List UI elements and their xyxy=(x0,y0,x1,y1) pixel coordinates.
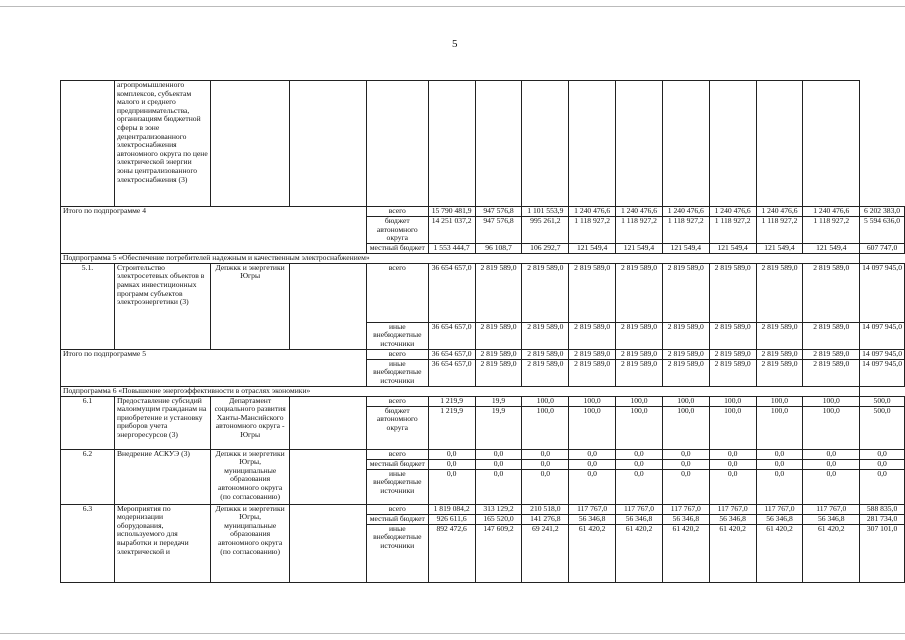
empty-cell xyxy=(211,81,289,207)
amount-cell: 5 594 636,0 xyxy=(860,217,905,244)
amount-cell: 588 835,0 xyxy=(860,504,905,514)
amount-cell: 141 276,8 xyxy=(522,514,569,524)
measure-name: агропромышленного комплексов, субъектам малого и среднего предпринимательства, организациям бюджетной сферы в зоне децентрализованного электроснабжения автономного округа по цене электрической энергии зоны централизованного электроснабжения (3) xyxy=(114,81,210,207)
amount-cell: 117 767,0 xyxy=(569,504,616,514)
funding-source: местный бюджет xyxy=(366,459,428,469)
funding-source: местный бюджет xyxy=(366,243,428,253)
amount-cell: 0,0 xyxy=(803,449,860,459)
amount-cell: 61 420,2 xyxy=(709,524,756,582)
amount-cell: 926 611,6 xyxy=(428,514,475,524)
amount-cell: 36 654 657,0 xyxy=(428,359,475,386)
amount-cell: 117 767,0 xyxy=(803,504,860,514)
amount-cell: 0,0 xyxy=(616,449,663,459)
measure-name: Строительство электросетевых объектов в рамках инвестиционных программ субъектов электроэнергетики (3) xyxy=(114,263,210,349)
amount-cell: 2 819 589,0 xyxy=(709,322,756,349)
amount-cell: 281 734,0 xyxy=(860,514,905,524)
empty-cell xyxy=(756,81,803,207)
amount-cell: 100,0 xyxy=(803,396,860,406)
amount-cell: 61 420,2 xyxy=(616,524,663,582)
amount-cell: 121 549,4 xyxy=(709,243,756,253)
amount-cell: 2 819 589,0 xyxy=(756,263,803,322)
measure-name: Внедрение АСКУЭ (3) xyxy=(114,449,210,504)
measure-row xyxy=(61,449,905,459)
amount-cell: 96 108,7 xyxy=(475,243,522,253)
amount-cell: 0,0 xyxy=(756,449,803,459)
amount-cell: 0,0 xyxy=(569,469,616,504)
amount-cell: 56 346,8 xyxy=(662,514,709,524)
amount-cell: 100,0 xyxy=(522,396,569,406)
amount-cell: 117 767,0 xyxy=(709,504,756,514)
amount-cell: 1 240 476,6 xyxy=(662,207,709,217)
empty-cell xyxy=(475,81,522,207)
amount-cell: 36 654 657,0 xyxy=(428,263,475,322)
amount-cell: 61 420,2 xyxy=(756,524,803,582)
blank-cell xyxy=(289,504,366,582)
amount-cell: 19,9 xyxy=(475,406,522,449)
amount-cell: 2 819 589,0 xyxy=(803,349,860,359)
funding-source: всего xyxy=(366,263,428,322)
measure-number: 6.2 xyxy=(61,449,115,504)
amount-cell: 2 819 589,0 xyxy=(709,263,756,322)
amount-cell: 1 240 476,6 xyxy=(709,207,756,217)
amount-cell: 100,0 xyxy=(616,406,663,449)
amount-cell: 0,0 xyxy=(522,469,569,504)
amount-cell: 0,0 xyxy=(569,459,616,469)
amount-cell: 2 819 589,0 xyxy=(756,322,803,349)
empty-cell xyxy=(366,81,428,207)
amount-cell: 0,0 xyxy=(475,449,522,459)
funding-source: иные внебюджетные источники xyxy=(366,469,428,504)
amount-cell: 0,0 xyxy=(803,469,860,504)
amount-cell: 0,0 xyxy=(756,459,803,469)
amount-cell: 61 420,2 xyxy=(662,524,709,582)
amount-cell: 0,0 xyxy=(709,449,756,459)
total-label: Итого по подпрограмме 5 xyxy=(61,349,367,386)
amount-cell: 100,0 xyxy=(756,406,803,449)
amount-cell: 100,0 xyxy=(616,396,663,406)
amount-cell: 0,0 xyxy=(860,449,905,459)
amount-cell: 14 097 945,0 xyxy=(860,322,905,349)
amount-cell: 2 819 589,0 xyxy=(616,349,663,359)
amount-cell: 0,0 xyxy=(616,459,663,469)
amount-cell: 947 576,8 xyxy=(475,217,522,244)
amount-cell: 607 747,0 xyxy=(860,243,905,253)
amount-cell: 2 819 589,0 xyxy=(662,322,709,349)
responsible-executor: Депжкк и энергетики Югры xyxy=(211,263,289,349)
amount-cell: 0,0 xyxy=(662,469,709,504)
amount-cell: 1 118 927,2 xyxy=(709,217,756,244)
amount-cell: 1 118 927,2 xyxy=(569,217,616,244)
amount-cell: 0,0 xyxy=(709,459,756,469)
amount-cell: 995 261,2 xyxy=(522,217,569,244)
total-row xyxy=(61,349,905,359)
amount-cell: 2 819 589,0 xyxy=(662,349,709,359)
amount-cell: 2 819 589,0 xyxy=(522,349,569,359)
amount-cell: 121 549,4 xyxy=(662,243,709,253)
amount-cell: 100,0 xyxy=(569,406,616,449)
scan-bottom-edge xyxy=(0,633,905,634)
amount-cell: 0,0 xyxy=(662,449,709,459)
amount-cell: 500,0 xyxy=(860,396,905,406)
amount-cell: 2 819 589,0 xyxy=(709,349,756,359)
amount-cell: 100,0 xyxy=(756,396,803,406)
amount-cell: 0,0 xyxy=(428,469,475,504)
amount-cell: 2 819 589,0 xyxy=(803,322,860,349)
measure-row xyxy=(61,504,905,514)
amount-cell: 0,0 xyxy=(756,469,803,504)
funding-source: всего xyxy=(366,396,428,406)
measure-name: Мероприятия по модернизации оборудования, используемого для выработки и передачи электрической и xyxy=(114,504,210,582)
amount-cell: 56 346,8 xyxy=(756,514,803,524)
measure-row xyxy=(61,396,905,406)
section-title: Подпрограмма 6 «Повышение энергоэффективности в отраслях экономики» xyxy=(61,386,860,396)
measure-name: Предоставление субсидий малоимущим гражданам на приобретение и установку приборов учета энергоресурсов (3) xyxy=(114,396,210,449)
amount-cell: 1 240 476,6 xyxy=(569,207,616,217)
amount-cell: 121 549,4 xyxy=(803,243,860,253)
amount-cell: 2 819 589,0 xyxy=(803,263,860,322)
funding-source: иные внебюджетные источники xyxy=(366,322,428,349)
amount-cell: 56 346,8 xyxy=(709,514,756,524)
amount-cell: 56 346,8 xyxy=(803,514,860,524)
funding-source: бюджет автономного округа xyxy=(366,217,428,244)
amount-cell: 210 518,0 xyxy=(522,504,569,514)
responsible-executor: Депжкк и энергетики Югры, муниципальные образования автономного округа (по согласованию) xyxy=(211,449,289,504)
empty-cell xyxy=(662,81,709,207)
amount-cell: 0,0 xyxy=(803,459,860,469)
amount-cell: 2 819 589,0 xyxy=(522,322,569,349)
amount-cell: 307 101,0 xyxy=(860,524,905,582)
amount-cell: 500,0 xyxy=(860,406,905,449)
funding-source: всего xyxy=(366,349,428,359)
amount-cell: 147 609,2 xyxy=(475,524,522,582)
amount-cell: 0,0 xyxy=(475,459,522,469)
amount-cell: 2 819 589,0 xyxy=(756,349,803,359)
number-cell xyxy=(61,81,115,207)
total-label: Итого по подпрограмме 4 xyxy=(61,207,367,254)
amount-cell: 1 819 084,2 xyxy=(428,504,475,514)
amount-cell: 117 767,0 xyxy=(616,504,663,514)
amount-cell: 2 819 589,0 xyxy=(475,359,522,386)
amount-cell: 2 819 589,0 xyxy=(616,322,663,349)
amount-cell: 100,0 xyxy=(709,396,756,406)
amount-cell: 2 819 589,0 xyxy=(522,359,569,386)
amount-cell: 100,0 xyxy=(803,406,860,449)
amount-cell: 61 420,2 xyxy=(803,524,860,582)
amount-cell: 36 654 657,0 xyxy=(428,349,475,359)
amount-cell: 892 472,6 xyxy=(428,524,475,582)
total-row xyxy=(61,207,905,217)
funding-source: всего xyxy=(366,207,428,217)
amount-cell: 0,0 xyxy=(662,459,709,469)
amount-cell: 14 097 945,0 xyxy=(860,359,905,386)
amount-cell: 1 553 444,7 xyxy=(428,243,475,253)
budget-table xyxy=(60,80,905,583)
empty-cell xyxy=(616,81,663,207)
amount-cell: 2 819 589,0 xyxy=(569,322,616,349)
amount-cell: 0,0 xyxy=(709,469,756,504)
amount-cell: 1 118 927,2 xyxy=(616,217,663,244)
amount-cell: 2 819 589,0 xyxy=(475,349,522,359)
amount-cell: 2 819 589,0 xyxy=(569,359,616,386)
measure-row xyxy=(61,263,905,322)
amount-cell: 1 101 553,9 xyxy=(522,207,569,217)
amount-cell: 121 549,4 xyxy=(616,243,663,253)
amount-cell: 2 819 589,0 xyxy=(569,349,616,359)
measure-number: 6.1 xyxy=(61,396,115,449)
funding-source: всего xyxy=(366,504,428,514)
amount-cell: 61 420,2 xyxy=(569,524,616,582)
amount-cell: 1 240 476,6 xyxy=(756,207,803,217)
amount-cell: 2 819 589,0 xyxy=(475,263,522,322)
amount-cell: 121 549,4 xyxy=(756,243,803,253)
amount-cell: 1 118 927,2 xyxy=(662,217,709,244)
amount-cell: 121 549,4 xyxy=(569,243,616,253)
section-title: Подпрограмма 5 «Обеспечение потребителей надежным и качественным электроснабжением» xyxy=(61,253,860,263)
amount-cell: 56 346,8 xyxy=(569,514,616,524)
amount-cell: 1 240 476,6 xyxy=(803,207,860,217)
page-number: 5 xyxy=(452,38,458,50)
responsible-executor: Депжкк и энергетики Югры, муниципальные образования автономного округа (по согласованию) xyxy=(211,504,289,582)
amount-cell: 0,0 xyxy=(522,449,569,459)
empty-cell xyxy=(522,81,569,207)
amount-cell: 1 240 476,6 xyxy=(616,207,663,217)
amount-cell: 1 219,9 xyxy=(428,396,475,406)
section-row xyxy=(61,253,905,263)
amount-cell: 2 819 589,0 xyxy=(522,263,569,322)
amount-cell: 313 129,2 xyxy=(475,504,522,514)
amount-cell: 15 790 481,9 xyxy=(428,207,475,217)
empty-cell xyxy=(428,81,475,207)
amount-cell: 0,0 xyxy=(569,449,616,459)
empty-cell xyxy=(803,81,860,207)
amount-cell: 1 219,9 xyxy=(428,406,475,449)
amount-cell: 117 767,0 xyxy=(756,504,803,514)
amount-cell: 100,0 xyxy=(569,396,616,406)
amount-cell: 947 576,8 xyxy=(475,207,522,217)
amount-cell: 0,0 xyxy=(428,449,475,459)
amount-cell: 2 819 589,0 xyxy=(616,263,663,322)
funding-source: бюджет автономного округа xyxy=(366,406,428,449)
amount-cell: 1 118 927,2 xyxy=(756,217,803,244)
amount-cell: 117 767,0 xyxy=(662,504,709,514)
amount-cell: 106 292,7 xyxy=(522,243,569,253)
scan-top-edge xyxy=(0,6,905,7)
funding-source: местный бюджет xyxy=(366,514,428,524)
funding-source: всего xyxy=(366,449,428,459)
blank-cell xyxy=(289,396,366,449)
amount-cell: 19,9 xyxy=(475,396,522,406)
amount-cell: 69 241,2 xyxy=(522,524,569,582)
amount-cell: 2 819 589,0 xyxy=(616,359,663,386)
continued-row xyxy=(61,81,905,207)
amount-cell: 0,0 xyxy=(860,469,905,504)
amount-cell: 0,0 xyxy=(522,459,569,469)
amount-cell: 14 251 037,2 xyxy=(428,217,475,244)
amount-cell: 0,0 xyxy=(475,469,522,504)
amount-cell: 14 097 945,0 xyxy=(860,349,905,359)
amount-cell: 56 346,8 xyxy=(616,514,663,524)
blank-cell xyxy=(289,449,366,504)
blank-cell xyxy=(289,263,366,349)
funding-source: иные внебюджетные источники xyxy=(366,524,428,582)
funding-source: иные внебюджетные источники xyxy=(366,359,428,386)
amount-cell: 2 819 589,0 xyxy=(475,322,522,349)
responsible-executor: Департамент социального развития Ханты-Мансийского автономного округа - Югры xyxy=(211,396,289,449)
amount-cell: 0,0 xyxy=(616,469,663,504)
amount-cell: 100,0 xyxy=(662,396,709,406)
amount-cell: 14 097 945,0 xyxy=(860,263,905,322)
empty-cell xyxy=(709,81,756,207)
amount-cell: 2 819 589,0 xyxy=(662,359,709,386)
amount-cell: 100,0 xyxy=(522,406,569,449)
amount-cell: 2 819 589,0 xyxy=(803,359,860,386)
amount-cell: 100,0 xyxy=(709,406,756,449)
empty-cell xyxy=(569,81,616,207)
measure-number: 5.1. xyxy=(61,263,115,349)
amount-cell: 100,0 xyxy=(662,406,709,449)
measure-number: 6.3 xyxy=(61,504,115,582)
amount-cell: 6 202 383,0 xyxy=(860,207,905,217)
amount-cell: 0,0 xyxy=(428,459,475,469)
amount-cell: 2 819 589,0 xyxy=(662,263,709,322)
amount-cell: 165 520,0 xyxy=(475,514,522,524)
amount-cell: 2 819 589,0 xyxy=(569,263,616,322)
amount-cell: 0,0 xyxy=(860,459,905,469)
amount-cell: 36 654 657,0 xyxy=(428,322,475,349)
amount-cell: 2 819 589,0 xyxy=(756,359,803,386)
amount-cell: 1 118 927,2 xyxy=(803,217,860,244)
section-row xyxy=(61,386,905,396)
amount-cell: 2 819 589,0 xyxy=(709,359,756,386)
empty-cell xyxy=(289,81,366,207)
